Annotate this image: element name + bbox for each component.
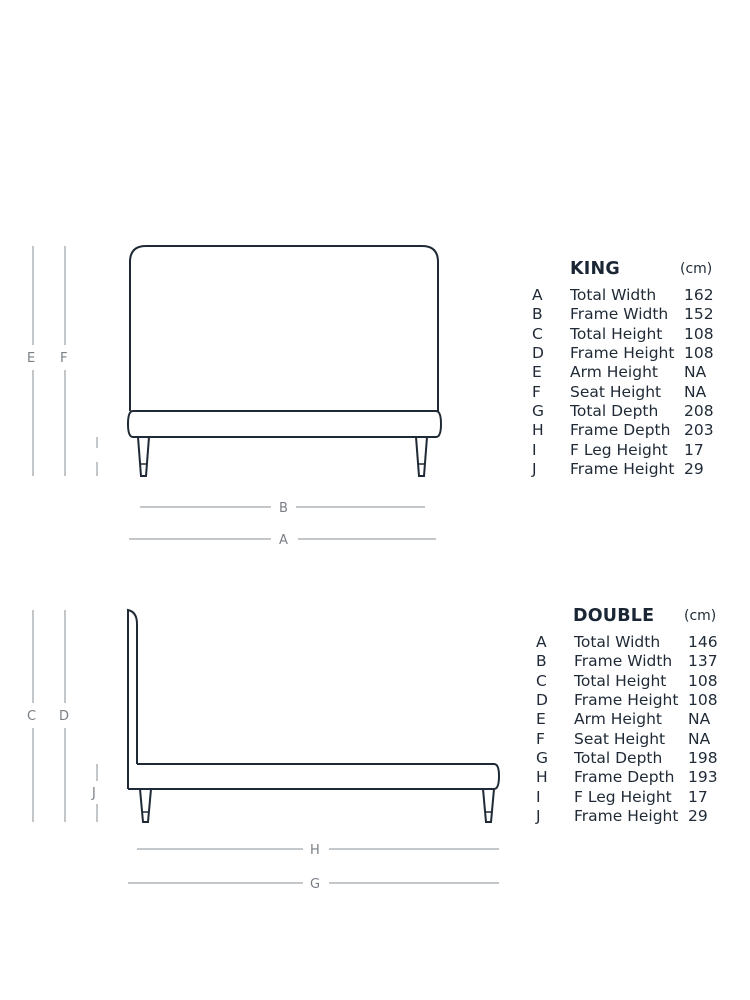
spec-name: Total Depth	[574, 749, 663, 768]
spec-value: 152	[684, 305, 714, 324]
side-dimension-labels	[27, 709, 320, 892]
side-leg-right	[483, 789, 494, 822]
spec-code: E	[536, 710, 546, 729]
spec-value: 29	[684, 460, 704, 479]
spec-name: F Leg Height	[570, 440, 668, 459]
spec-name: Frame Width	[570, 305, 669, 324]
spec-value: NA	[688, 710, 711, 729]
spec-name: Frame Height	[574, 691, 679, 710]
spec-row	[532, 344, 732, 363]
spec-value: 108	[684, 344, 714, 363]
side-base	[128, 764, 499, 789]
spec-code: B	[536, 652, 547, 671]
spec-value: 208	[684, 402, 714, 421]
spec-value: 137	[688, 652, 718, 671]
spec-name: Frame Width	[574, 652, 673, 671]
spec-value: 17	[684, 440, 704, 459]
dim-label-e: E	[27, 351, 36, 366]
spec-name: Frame Height	[574, 807, 679, 826]
spec-name: Total Width	[570, 286, 657, 304]
dim-label-h: H	[310, 843, 320, 858]
spec-code: H	[536, 768, 548, 787]
spec-row	[536, 652, 736, 671]
front-view	[128, 246, 441, 476]
spec-code: F	[536, 729, 545, 748]
spec-value: 29	[688, 807, 708, 826]
spec-value: 193	[688, 768, 718, 787]
spec-value: 108	[688, 671, 718, 690]
spec-name: F Leg Height	[574, 787, 672, 806]
spec-row	[536, 672, 736, 691]
spec-name: Total Height	[574, 671, 667, 690]
spec-value: 17	[688, 787, 708, 806]
spec-value: 146	[688, 633, 718, 651]
spec-value: 203	[684, 421, 714, 440]
spec-code: A	[532, 286, 543, 304]
spec-title-double: DOUBLE	[573, 606, 655, 626]
front-leg-right	[416, 437, 427, 476]
side-dimensions	[33, 610, 499, 883]
front-leg-left	[138, 437, 149, 476]
spec-name: Seat Height	[570, 382, 662, 401]
spec-code: J	[536, 807, 541, 826]
side-leg-left	[140, 789, 151, 822]
spec-value: 162	[684, 286, 714, 304]
side-view	[128, 610, 499, 822]
spec-row	[536, 691, 736, 710]
spec-row	[536, 633, 736, 652]
spec-code: F	[532, 382, 541, 401]
spec-row	[532, 441, 732, 460]
spec-row	[536, 749, 736, 768]
front-headboard	[130, 246, 438, 411]
spec-row	[532, 383, 732, 402]
spec-value: NA	[684, 382, 707, 401]
spec-value: 108	[688, 691, 718, 710]
spec-name: Frame Height	[570, 344, 675, 363]
front-dimension-labels	[27, 351, 288, 548]
side-headboard	[128, 610, 137, 789]
spec-title-king: KING	[570, 259, 620, 279]
spec-row	[532, 421, 732, 440]
spec-row	[532, 363, 732, 382]
spec-row	[536, 788, 736, 807]
spec-name: Frame Height	[570, 460, 675, 479]
spec-row	[532, 286, 732, 305]
spec-unit-king: (cm)	[680, 261, 713, 277]
spec-name: Total Height	[570, 324, 663, 343]
spec-name: Total Depth	[570, 402, 659, 421]
front-base	[128, 411, 441, 437]
spec-table-king	[532, 258, 732, 488]
spec-row	[536, 768, 736, 787]
spec-code: C	[536, 671, 547, 690]
spec-code: J	[532, 460, 537, 479]
dim-label-f: F	[60, 351, 68, 366]
dim-label-d: D	[59, 709, 70, 724]
spec-name: Arm Height	[570, 363, 658, 382]
spec-value: 108	[684, 324, 714, 343]
spec-row	[532, 325, 732, 344]
spec-value: NA	[688, 729, 711, 748]
front-dimensions	[33, 246, 436, 539]
spec-code: G	[532, 402, 545, 421]
spec-code: D	[536, 691, 548, 710]
spec-code: I	[532, 440, 537, 459]
spec-code: H	[532, 421, 544, 440]
spec-code: B	[532, 305, 543, 324]
spec-code: D	[532, 344, 544, 363]
spec-code: A	[536, 633, 547, 651]
spec-code: C	[532, 324, 543, 343]
dim-label-c: C	[27, 709, 37, 724]
spec-row	[532, 402, 732, 421]
spec-row	[536, 710, 736, 729]
spec-name: Frame Depth	[570, 421, 671, 440]
spec-name: Arm Height	[574, 710, 662, 729]
spec-code: E	[532, 363, 542, 382]
spec-row	[532, 460, 732, 479]
spec-row	[536, 807, 736, 826]
spec-code: I	[536, 787, 541, 806]
spec-value: 198	[688, 749, 718, 768]
spec-code: G	[536, 749, 549, 768]
spec-name: Frame Depth	[574, 768, 675, 787]
spec-name: Total Width	[574, 633, 661, 651]
dim-label-j: J	[92, 786, 96, 801]
spec-row	[532, 305, 732, 324]
spec-value: NA	[684, 363, 707, 382]
dim-label-b: B	[279, 501, 288, 516]
spec-table-double	[536, 605, 736, 835]
spec-unit-double: (cm)	[684, 608, 717, 624]
dim-label-a: A	[279, 533, 288, 548]
dim-label-g: G	[310, 877, 321, 892]
spec-name: Seat Height	[574, 729, 666, 748]
spec-row	[536, 730, 736, 749]
